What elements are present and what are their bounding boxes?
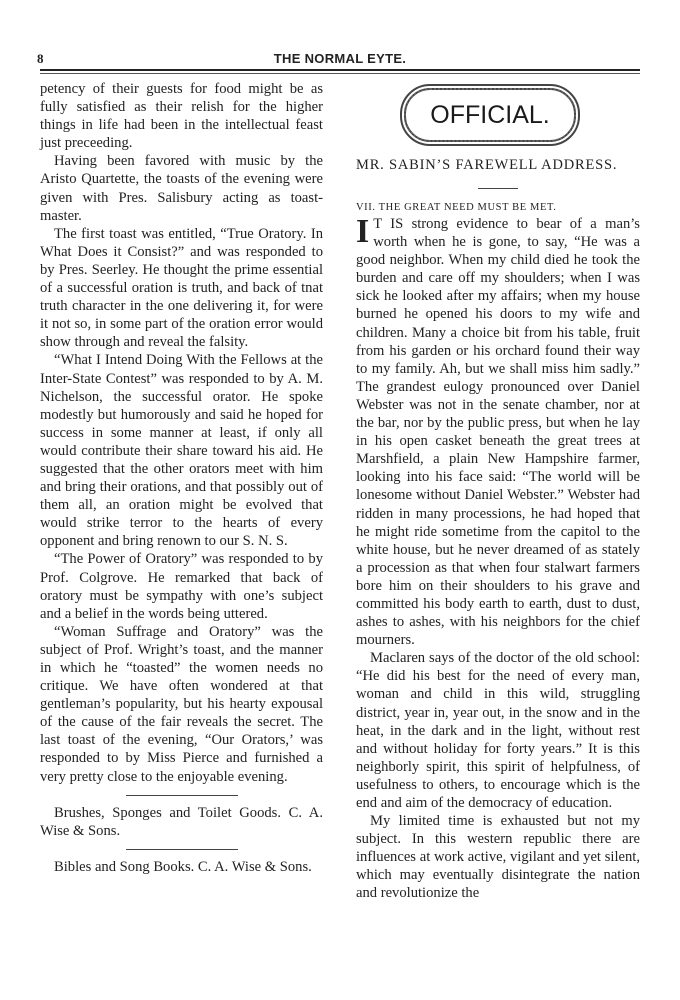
paragraph: Having been favored with music by the Aristo Quartette, the toasts of the evening were given with Pres. Salisbury acting as toast-master. [40, 153, 323, 224]
section-heading: VII. THE GREAT NEED MUST BE MET. [356, 202, 557, 213]
official-banner [356, 80, 640, 156]
right-column [356, 80, 640, 903]
paragraph [356, 215, 640, 649]
header-rule-thick [40, 69, 640, 71]
paragraph-text: T IS strong evidence to bear of a man’s worth when he is gone, to say, “He was a good neighbor. When my child died he took the burden and care off my shoulders; when I was sick he looked after my affairs; when my house burned he opened his doors to my wife and children. Many a choice bit from his table, fruit from his garden or his orchard found their way to my family. Ah, but we shall miss him sadly.” The grandest eulogy pronounced over Daniel Webster was not in the senate chamber, nor at the bar, nor by the public press, but when he lay in his open casket beneath the great trees at Marshfield, a plain New Hampshire farmer, looking into his face said: “The world will be lonesome without Daniel Webster.” Webster had ridden in many processions, he had hoped that he might ride sometime from the capitol to the white house, but he never dreamed of as stately a procession as that when four stalwart farmers bore him on their shoulders to his grave and committed his body earth to earth, dust to dust, ashes to ashes, with his neighbors for the chief mourners. [356, 216, 640, 649]
advertisement: Bibles and Song Books. C. A. Wise & Sons. [54, 858, 312, 875]
header-rule-thin [40, 73, 640, 74]
left-column [40, 80, 323, 876]
paragraph: “Woman Suffrage and Oratory” was the subject of Prof. Wright’s toast, and the manner in which he “toasted” the women needs no critique. We have often wondered at that gentleman’s popularity, but his hearty expousal of the cause of the fair reveals the secret. The last toast of the evening, “Our Orators,’ was responded to by Miss Pierce and furnished a very pretty close to the enjoyable evening. [40, 623, 323, 785]
paragraph: Maclaren says of the doctor of the old school: “He did his best for the need of every man, woman and child in this wild, struggling district, year in, year out, in the snow and in the heat, in the dark and in the light, without rest and without holiday for forty years.” It is this neighborly spirit, this spirit of helpfulness, of usefulness to others, to encourage which is the end and aim of the democracy of education. [356, 650, 640, 811]
paragraph: The first toast was entitled, “True Oratory. In What Does it Consist?” and was responded to by Pres. Seerley. He thought the prime essential of a successful oration is truth, and back of tnat truth character in the one delivering it, for were it not so, in some part of the oration error would show through and reveal the falsity. [40, 225, 323, 351]
separator-rule [126, 795, 238, 796]
paragraph: petency of their guests for food might be as fully satisfied as their relish for the higher things in life had been in the intellectual feast just preceeding. [40, 81, 323, 152]
banner-text: OFFICIAL. [430, 100, 550, 129]
page-number: 8 [37, 51, 44, 66]
article-title: MR. SABIN’S FAREWELL ADDRESS. [356, 157, 618, 173]
drop-cap: I [356, 213, 370, 250]
running-title: THE NORMAL EYTE. [273, 51, 407, 66]
separator-rule [126, 849, 238, 850]
paragraph: “What I Intend Doing With the Fellows at the Inter-State Contest” was responded to by A. M. Nichelson, the successful orator. He spoke modestly but humorously and said he hoped for success in some manner at least, if only all would contribute their share toward his aid. He suggested that the other orators meet with him and bring their orations, and that possibly out of them all, an oration might be evolved that would strike terror to the hearts of every opponent and bring renown to our S. N. S. [40, 352, 323, 550]
paragraph: “The Power of Oratory” was responded to by Prof. Colgrove. He remarked that back of oratory must be sympathy with one’s subject and a belief in the words being uttered. [40, 551, 323, 622]
paragraph: My limited time is exhausted but not my subject. In this western republic there are influences at work active, vigilant and yet silent, which may eventually disintegrate the nation and revolutionize the [356, 813, 640, 902]
advertisement: Brushes, Sponges and Toilet Goods. C. A. Wise & Sons. [40, 804, 323, 839]
title-rule [478, 188, 518, 189]
